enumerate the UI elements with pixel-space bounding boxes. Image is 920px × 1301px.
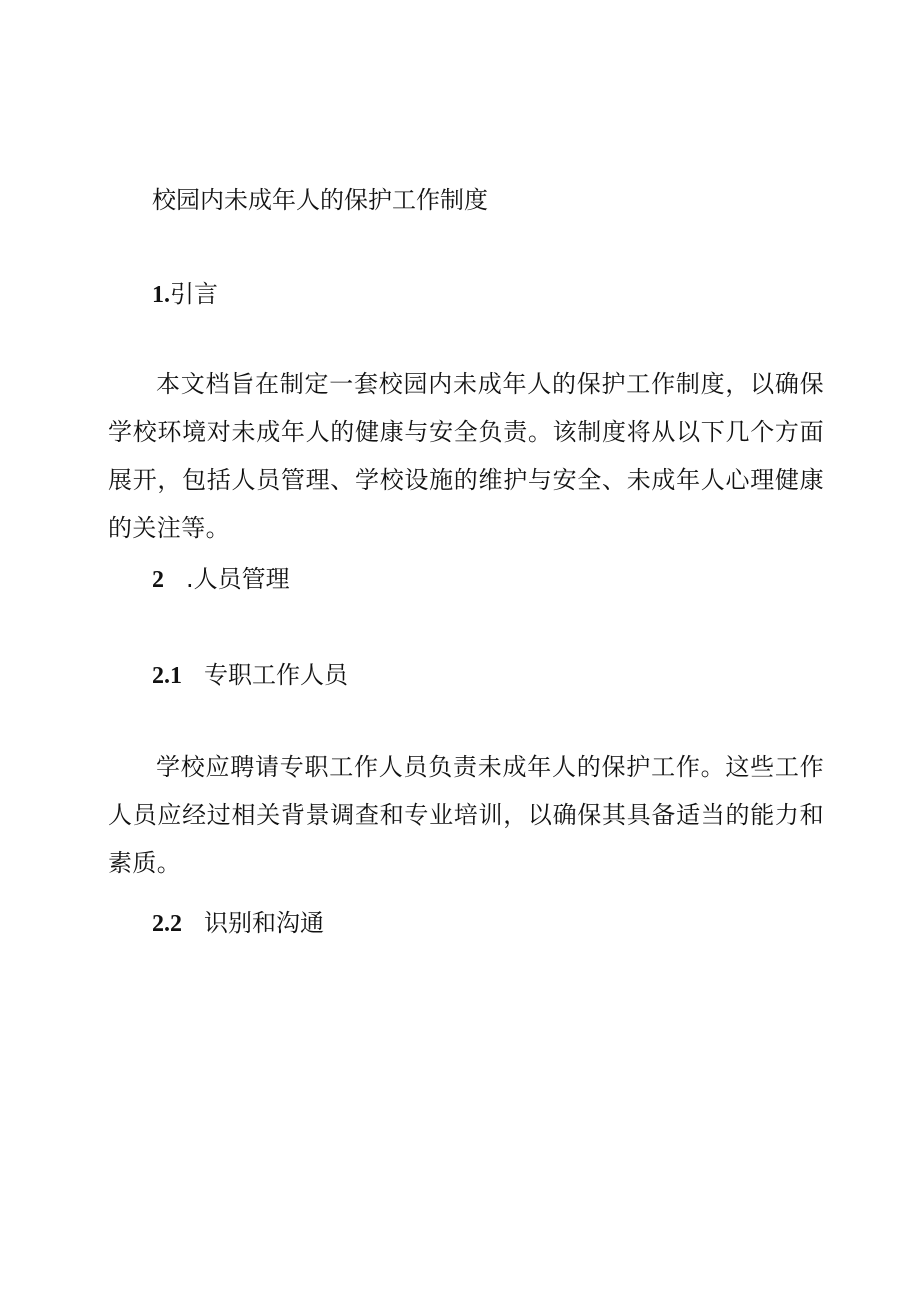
section-2-1-number: 2.1 bbox=[152, 663, 182, 689]
section-1-paragraph: 本文档旨在制定一套校园内未成年人的保护工作制度，以确保学校环境对未成年人的健康与安全负责。该制度将从以下几个方面展开，包括人员管理、学校设施的维护与安全、未成年人心理健康的关注等。 bbox=[108, 370, 824, 542]
section-1-title: 引言 bbox=[170, 280, 218, 308]
section-2-1-title: 专职工作人员 bbox=[204, 661, 348, 689]
section-1-heading bbox=[152, 279, 218, 310]
section-2-2-number: 2.2 bbox=[152, 911, 182, 937]
document-title: 校园内未成年人的保护工作制度 bbox=[152, 186, 488, 214]
section-2-2-heading bbox=[152, 908, 324, 939]
section-1-number: 1. bbox=[152, 282, 170, 308]
section-2-2-title: 识别和沟通 bbox=[204, 909, 324, 937]
section-2-1-paragraph: 学校应聘请专职工作人员负责未成年人的保护工作。这些工作人员应经过相关背景调查和专业培训，以确保其具备适当的能力和素质。 bbox=[108, 753, 824, 877]
section-2-heading bbox=[152, 564, 290, 595]
section-2-title: .人员管理 bbox=[186, 565, 290, 593]
section-2-1-heading bbox=[152, 660, 348, 691]
section-2-number: 2 bbox=[152, 567, 164, 593]
